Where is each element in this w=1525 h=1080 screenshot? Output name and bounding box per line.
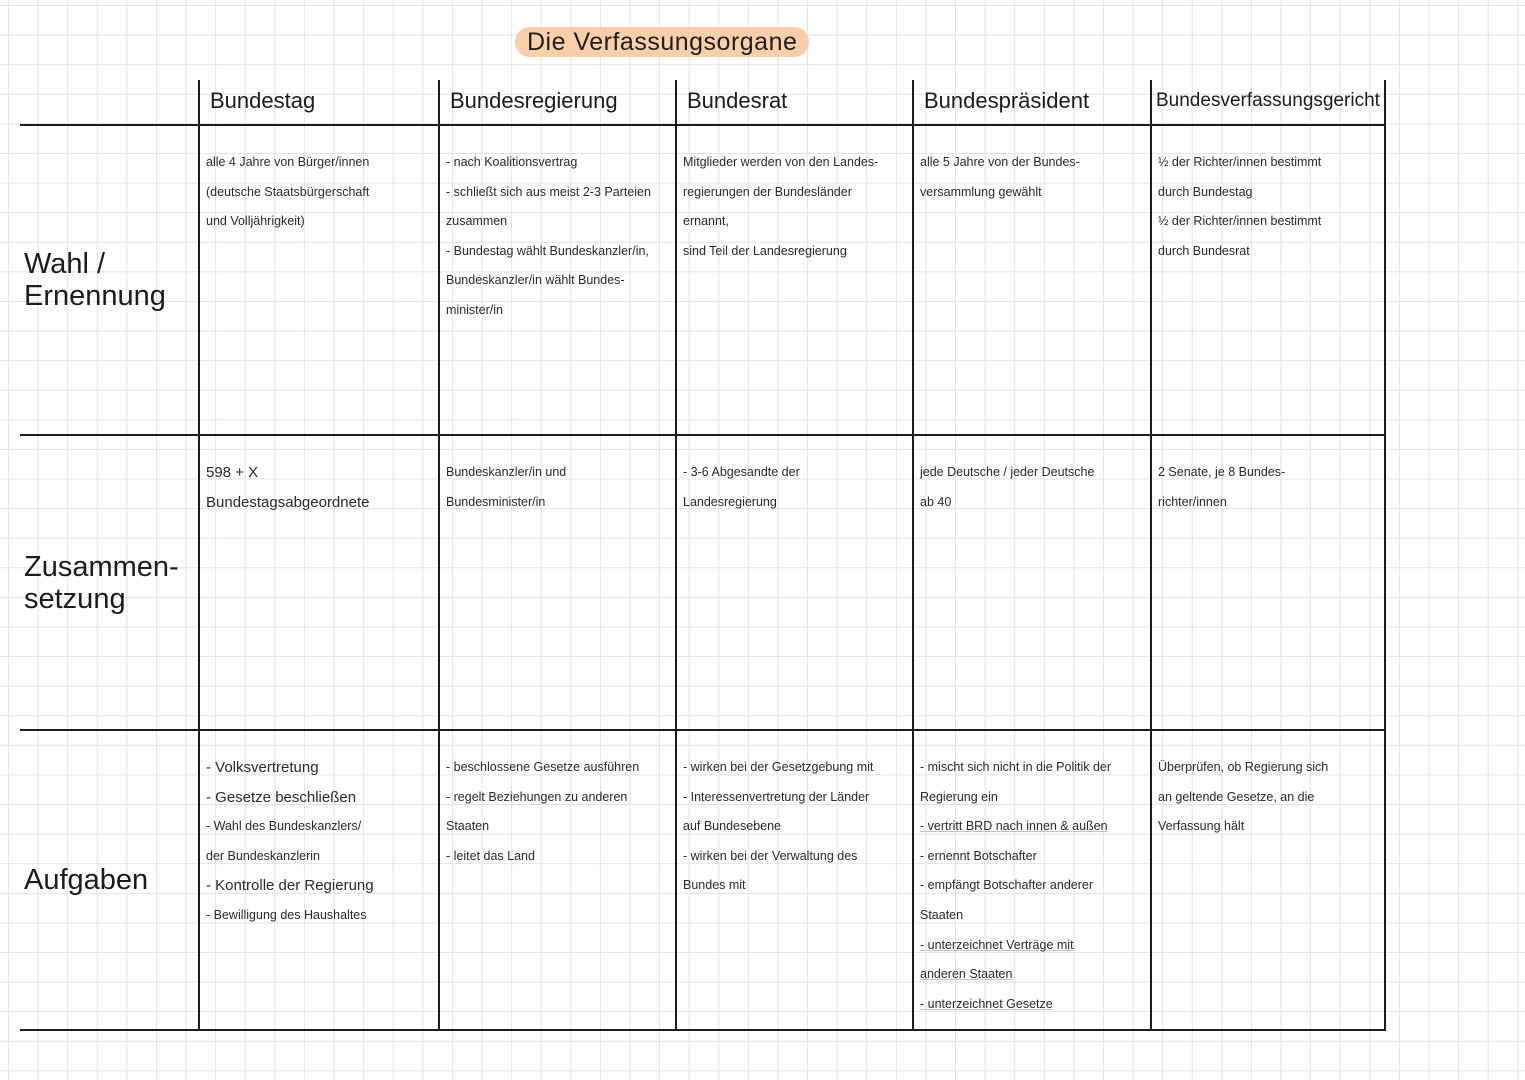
cell-line: - regelt Beziehungen zu anderen bbox=[446, 789, 628, 804]
cell-zusammensetzung-bundesverfassungsgericht bbox=[1150, 436, 1386, 731]
cell-line: - Kontrolle der Regierung bbox=[206, 877, 374, 895]
cell-line: - 3-6 Abgesandte der bbox=[683, 465, 800, 479]
cell-line: - Bundestag wählt Bundeskanzler/in, bbox=[446, 243, 649, 258]
cell-line: Bundesminister/in bbox=[446, 494, 546, 509]
cell-line: zusammen bbox=[446, 214, 508, 229]
row-header-wahl-ernennung bbox=[20, 126, 198, 436]
cell-line: Staaten bbox=[920, 907, 964, 922]
cell-line: anderen Staaten bbox=[920, 967, 1013, 982]
cell-line: Bundeskanzler/in wählt Bundes- bbox=[446, 273, 625, 288]
column-header-bundestag: Bundestag bbox=[198, 80, 438, 126]
cell-line: und Volljährigkeit) bbox=[206, 214, 305, 229]
cell-line: jede Deutsche / jeder Deutsche bbox=[920, 465, 1095, 479]
cell-line: regierungen der Bundesländer bbox=[683, 184, 852, 199]
cell-wahl-bundespraesident bbox=[912, 126, 1150, 436]
cell-line: - wirken bei der Verwaltung des bbox=[683, 848, 858, 863]
cell-aufgaben-bundestag bbox=[198, 731, 438, 1031]
row-header-aufgaben bbox=[20, 731, 198, 1031]
cell-line: auf Bundesebene bbox=[683, 819, 782, 834]
cell-line: - Gesetze beschließen bbox=[206, 788, 357, 806]
column-header-bundesregierung: Bundesregierung bbox=[438, 80, 675, 126]
cell-line: versammlung gewählt bbox=[920, 184, 1042, 199]
cell-line: - unterzeichnet Gesetze bbox=[920, 996, 1053, 1011]
column-header-bundespraesident: Bundespräsident bbox=[912, 80, 1150, 126]
cell-line: 598 + X bbox=[206, 464, 259, 481]
cell-line: - Bewilligung des Haushaltes bbox=[206, 907, 367, 922]
cell-aufgaben-bundesverfassungsgericht bbox=[1150, 731, 1386, 1031]
table-corner bbox=[20, 80, 198, 126]
cell-line: ab 40 bbox=[920, 494, 952, 509]
row-header-line: Ernennung bbox=[24, 280, 166, 312]
row-header-line: Zusammen- bbox=[24, 550, 179, 583]
cell-line: sind Teil der Landesregierung bbox=[683, 243, 847, 258]
cell-zusammensetzung-bundesrat bbox=[675, 436, 912, 731]
cell-zusammensetzung-bundestag bbox=[198, 436, 438, 731]
cell-line: - nach Koalitionsvertrag bbox=[446, 155, 578, 169]
cell-line: - mischt sich nicht in die Politik der bbox=[920, 760, 1112, 774]
cell-wahl-bundesverfassungsgericht bbox=[1150, 126, 1386, 436]
cell-zusammensetzung-bundespraesident bbox=[912, 436, 1150, 731]
cell-line: alle 5 Jahre von der Bundes- bbox=[920, 155, 1080, 169]
cell-line: Landesregierung bbox=[683, 494, 777, 509]
cell-line: richter/innen bbox=[1158, 494, 1227, 509]
cell-line: - schließt sich aus meist 2-3 Parteien bbox=[446, 184, 651, 199]
cell-line: - leitet das Land bbox=[446, 848, 535, 863]
cell-line: Mitglieder werden von den Landes- bbox=[683, 155, 879, 169]
page-title: Die Verfassungsorgane bbox=[515, 27, 809, 57]
cell-line: Bundestagsabgeordnete bbox=[206, 493, 370, 511]
cell-line: Staaten bbox=[446, 819, 490, 834]
cell-line: durch Bundestag bbox=[1158, 184, 1253, 199]
cell-line: ½ der Richter/innen bestimmt bbox=[1158, 155, 1322, 169]
row-header-zusammensetzung bbox=[20, 436, 198, 731]
cell-aufgaben-bundesregierung bbox=[438, 731, 675, 1031]
cell-line: - vertritt BRD nach innen & außen bbox=[920, 819, 1108, 834]
cell-aufgaben-bundespraesident bbox=[912, 731, 1150, 1031]
cell-line: Überprüfen, ob Regierung sich bbox=[1158, 760, 1329, 774]
column-header-bundesverfassungsgericht: Bundesverfassungsgericht bbox=[1150, 80, 1386, 126]
cell-line: (deutsche Staatsbürgerschaft bbox=[206, 184, 370, 199]
cell-line: minister/in bbox=[446, 302, 503, 317]
organs-table bbox=[20, 80, 1386, 1032]
cell-line: 2 Senate, je 8 Bundes- bbox=[1158, 465, 1286, 479]
cell-line: ernannt, bbox=[683, 214, 729, 229]
cell-line: Bundes mit bbox=[683, 878, 746, 893]
cell-line: - wirken bei der Gesetzgebung mit bbox=[683, 760, 874, 774]
cell-line: durch Bundesrat bbox=[1158, 243, 1250, 258]
cell-line: - unterzeichnet Verträge mit bbox=[920, 937, 1074, 952]
cell-line: - ernennt Botschafter bbox=[920, 848, 1037, 863]
cell-line: Regierung ein bbox=[920, 789, 998, 804]
cell-line: - empfängt Botschafter anderer bbox=[920, 878, 1094, 893]
row-header-line: setzung bbox=[24, 582, 126, 615]
cell-wahl-bundestag bbox=[198, 126, 438, 436]
cell-wahl-bundesregierung bbox=[438, 126, 675, 436]
cell-wahl-bundesrat bbox=[675, 126, 912, 436]
cell-line: Verfassung hält bbox=[1158, 819, 1245, 834]
cell-line: alle 4 Jahre von Bürger/innen bbox=[206, 155, 370, 169]
row-header-line: Wahl / bbox=[24, 248, 106, 280]
cell-line: - Interessenvertretung der Länder bbox=[683, 789, 870, 804]
cell-zusammensetzung-bundesregierung bbox=[438, 436, 675, 731]
row-header-line: Aufgaben bbox=[24, 864, 149, 896]
cell-line: ½ der Richter/innen bestimmt bbox=[1158, 214, 1322, 229]
cell-line: - Wahl des Bundeskanzlers/ bbox=[206, 819, 362, 834]
cell-line: - Volksvertretung bbox=[206, 759, 319, 776]
cell-line: an geltende Gesetze, an die bbox=[1158, 789, 1315, 804]
cell-line: - beschlossene Gesetze ausführen bbox=[446, 760, 640, 774]
column-header-bundesrat: Bundesrat bbox=[675, 80, 912, 126]
cell-line: Bundeskanzler/in und bbox=[446, 465, 567, 479]
cell-aufgaben-bundesrat bbox=[675, 731, 912, 1031]
cell-line: der Bundeskanzlerin bbox=[206, 848, 320, 863]
